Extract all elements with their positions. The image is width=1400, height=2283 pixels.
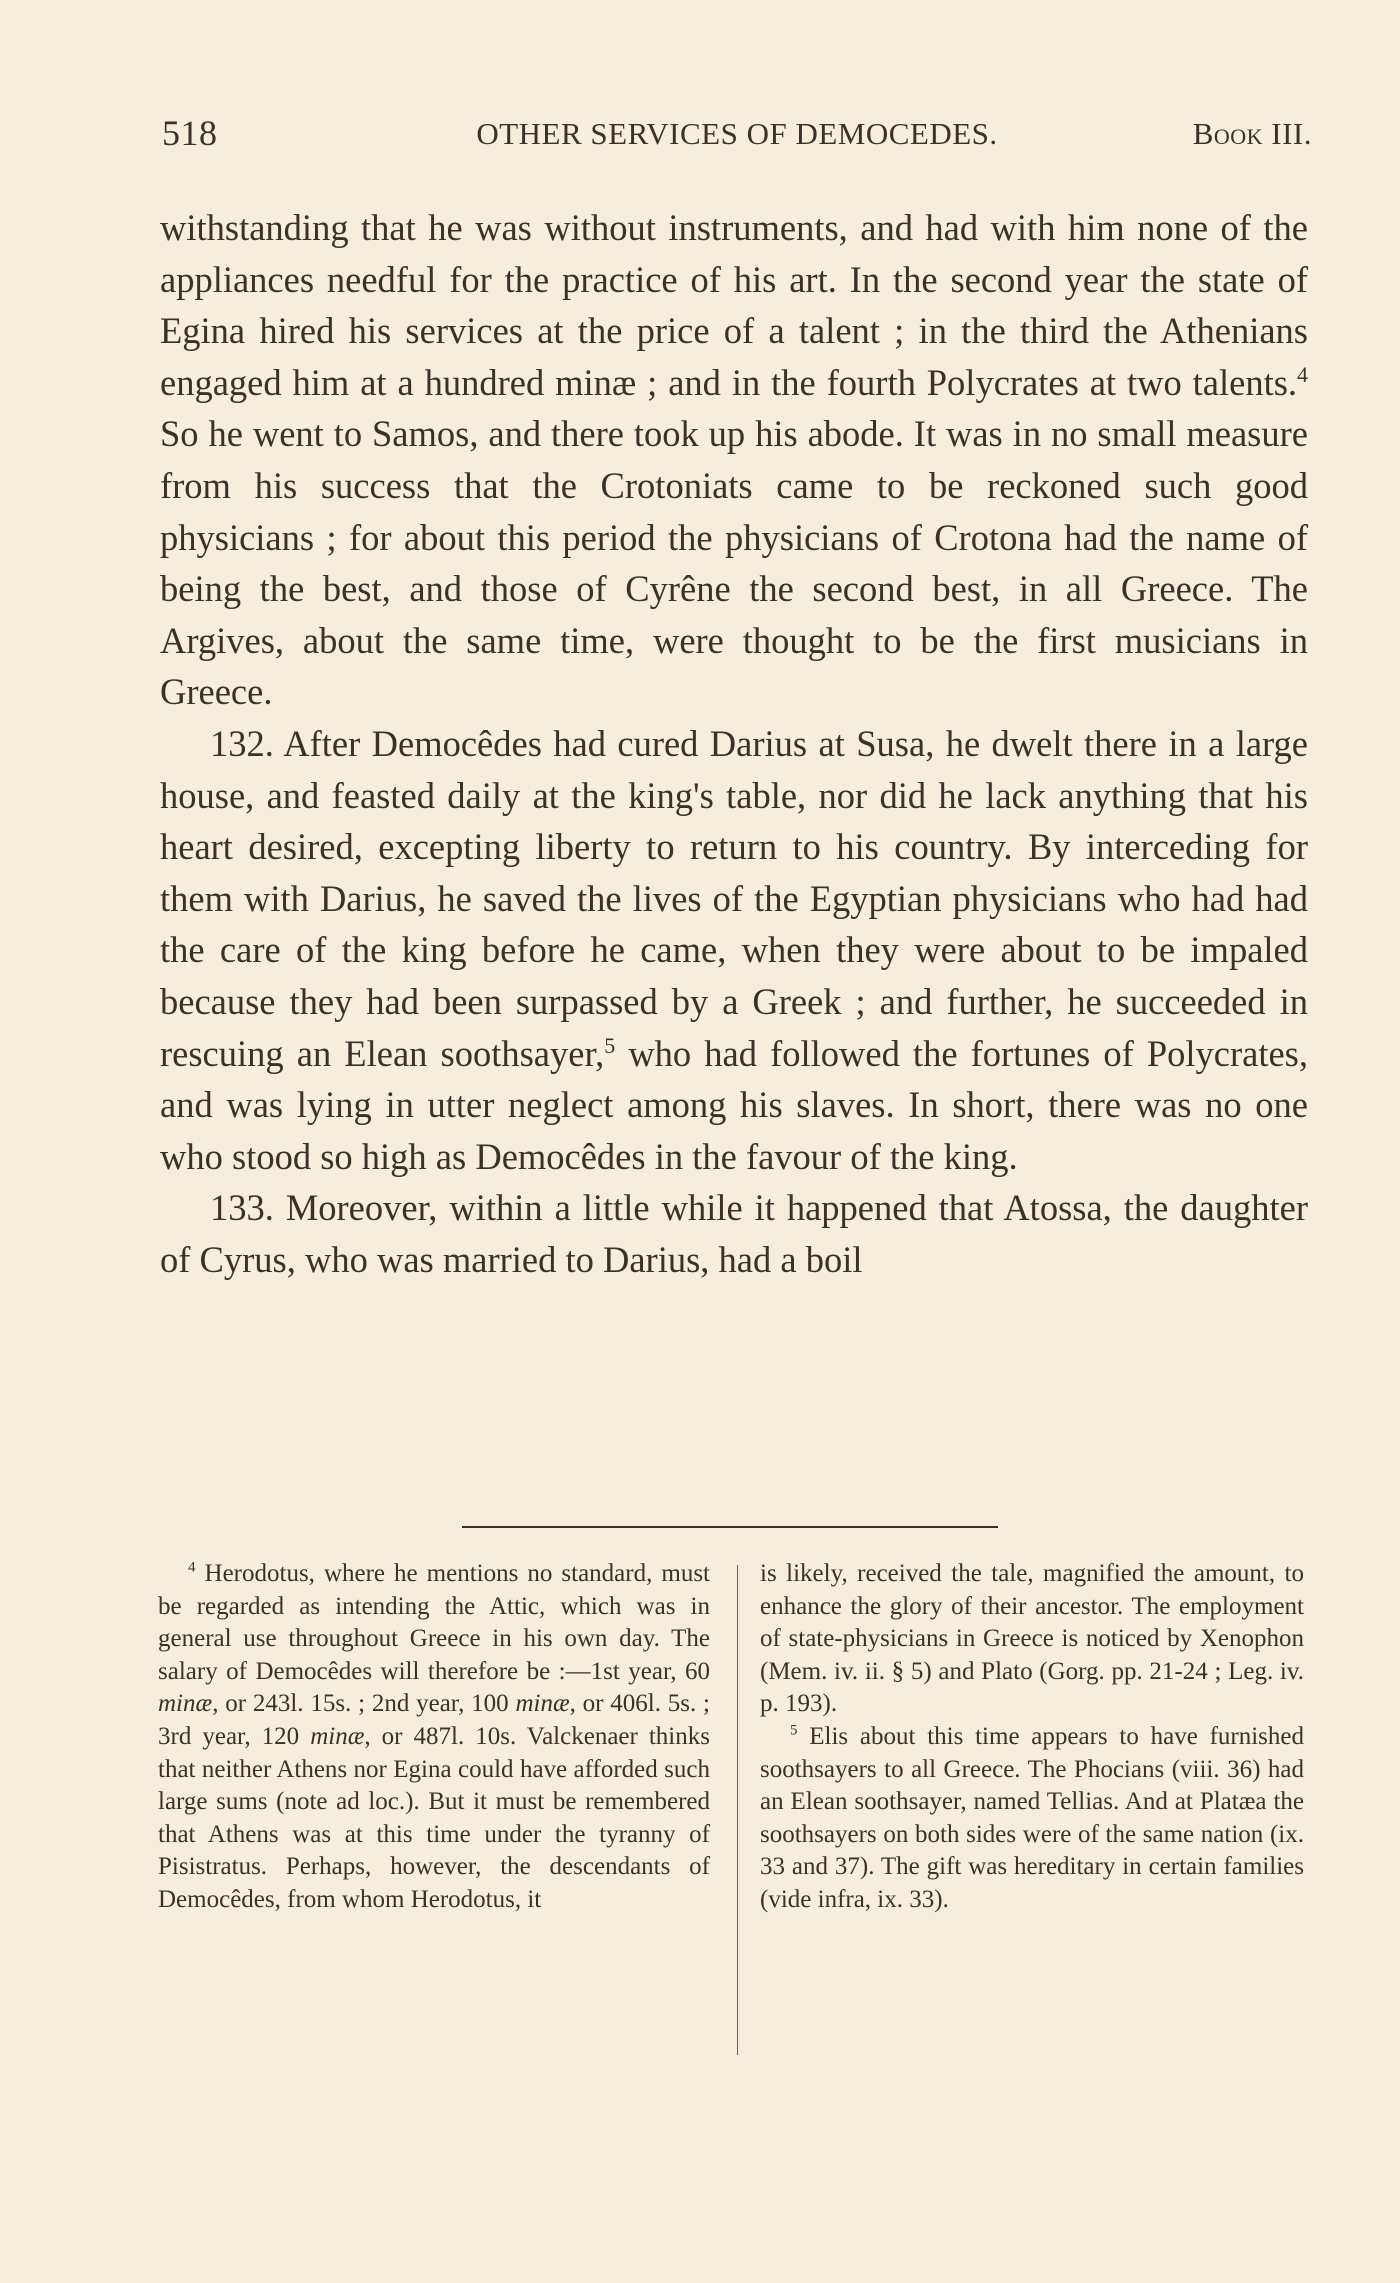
footnote-ref-4: 4 <box>1297 361 1308 387</box>
footnote-4: $^4$ Herodotus, where he mentions no standard, must be regarded as intending the Attic, which was in general use throughout Greece in his own day. The salary of Democêdes will therefore be :—1st year, 60 minæ, or 243l. 15s. ; 2nd year, 100 minæ, or 406l. 5s. ; 3rd year, 120 minæ, or 487l. 10s. Valckenaer thinks that neither Athens nor Egina could have afforded such large sums (note ad loc.). But it must be remembered that Athens was at this time under the tyranny of Pisistratus. Perhaps, however, the descendants of Democêdes, from whom Herodotus, it <box>158 1559 710 1913</box>
footnote-column-right <box>760 1558 1304 1917</box>
page-number: 518 <box>162 113 218 153</box>
footnote-column-left <box>158 1558 710 1917</box>
running-title: OTHER SERVICES OF DEMOCEDES. <box>476 116 998 151</box>
footnote-rule <box>462 1526 998 1528</box>
paragraph-133: 133. Moreover, within a little while it happened that Atossa, the daughter of Cyrus, who was married to Darius, had a boil <box>160 1187 1308 1280</box>
page-header <box>162 112 1312 162</box>
paragraph-132: 132. After Democêdes had cured Darius at Susa, he dwelt there in a large house, and feasted daily at the king's table, nor did he lack anything that his heart desired, excepting liberty to return to his country. By interceding for them with Darius, he saved the lives of the Egyptian physicians who had had the care of the king before he came, when they were about to be impaled because they had been surpassed by a Greek ; and further, he succeeded in rescuing an Elean soothsayer,$^5$ who had followed the fortunes of Polycrates, and was lying in utter neglect among his slaves. In short, there was no one who stood so high as Democêdes in the favour of the king. <box>160 722 1308 1177</box>
book-label: Book III. <box>1192 116 1312 151</box>
main-text <box>160 202 1308 1285</box>
footnote-5-marker: 5 <box>790 1722 798 1739</box>
footnote-5: $^5$ Elis about this time appears to have furnished soothsayers to all Greece. The Phocians (viii. 36) had an Elean soothsayer, named Tellias. And at Platæa the soothsayers on both sides were of the same nation (ix. 33 and 37). The gift was hereditary in certain families (vide infra, ix. 33). <box>760 1722 1304 1913</box>
footnote-4-continued: is likely, received the tale, magnified the amount, to enhance the glory of their ancestor. The employment of state-physicians in Greece is noticed by Xenophon (Mem. iv. ii. § 5) and Plato (Gorg. pp. 21-24 ; Leg. iv. p. 193). <box>760 1560 1304 1718</box>
footnote-column-divider <box>737 1565 738 2055</box>
paragraph-131-continued: withstanding that he was without instruments, and had with him none of the appliances needful for the practice of his art. In the second year the state of Egina hired his services at the price of a talent ; in the third the Athenians engaged him at a hundred minæ ; and in the fourth Polycrates at two talents.$^4$ So he went to Samos, and there took up his abode. It was in no small measure from his success that the Crotoniats came to be reckoned such good physicians ; for about this period the physicians of Crotona had the name of being the best, and those of Cyrêne the second best, in all Greece. The Argives, about the same time, were thought to be the first musicians in Greece. <box>160 207 1308 713</box>
footnote-ref-5: 5 <box>604 1032 616 1058</box>
footnote-4-marker: 4 <box>188 1559 196 1576</box>
